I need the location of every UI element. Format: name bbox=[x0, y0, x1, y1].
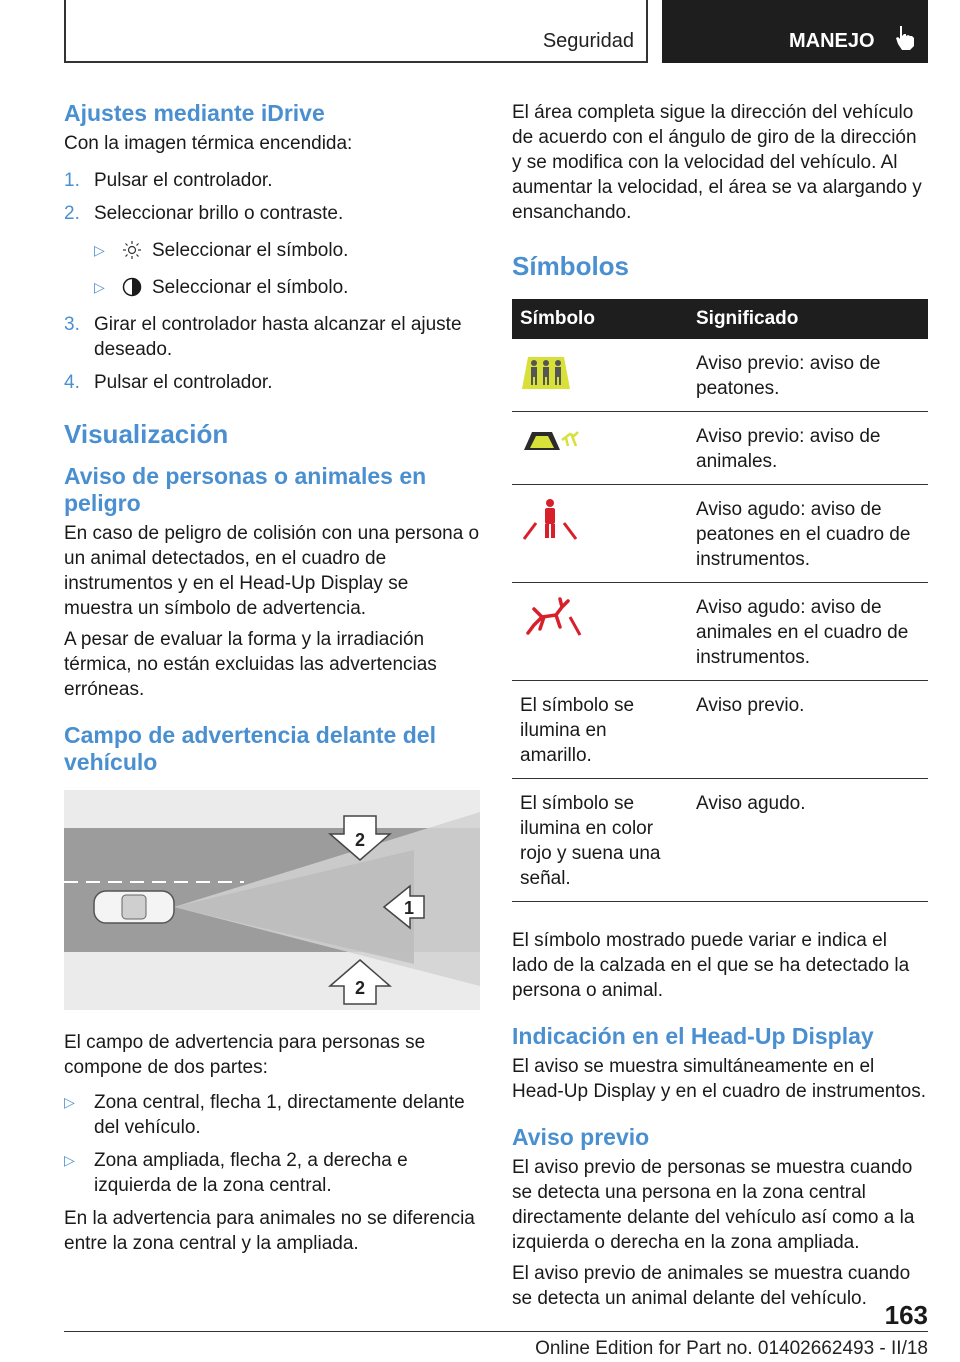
bullet-text: Zona ampliada, flecha 2, a derecha e izquierda de la zona central. bbox=[94, 1150, 408, 1196]
table-row bbox=[512, 412, 928, 485]
column-header-meaning: Significado bbox=[688, 299, 928, 339]
substep-brightness bbox=[64, 238, 480, 263]
bullet-triangle-icon: ▷ bbox=[94, 279, 105, 295]
footer-divider bbox=[64, 1331, 928, 1332]
paragraph-aviso-2: A pesar de evaluar la forma y la irradiación térmica, no están excluidas las advertencias erróneas. bbox=[64, 629, 437, 700]
section-title: Seguridad bbox=[542, 30, 634, 52]
bullet-text: Zona central, flecha 1, directamente delante del vehículo. bbox=[94, 1092, 465, 1138]
right-column bbox=[512, 100, 928, 1317]
table-row bbox=[512, 681, 928, 779]
step-text: Seleccionar brillo o contraste. bbox=[94, 203, 344, 224]
animal-yellow-icon bbox=[520, 424, 580, 454]
bullet-triangle-icon: ▷ bbox=[64, 1094, 75, 1110]
paragraph-aviso-1: En caso de peligro de colisión con una persona o un animal detectados, en el cuadro de instrumentos y en el Head-Up Display se muestra un símbolo de advertencia. bbox=[64, 523, 480, 619]
table-row bbox=[512, 583, 928, 681]
heading-aviso-previo: Aviso previo bbox=[512, 1124, 650, 1150]
heading-simbolos: Símbolos bbox=[512, 251, 630, 281]
substep-text: Seleccionar el símbolo. bbox=[152, 277, 349, 298]
step-1 bbox=[64, 168, 480, 193]
heading-campo: Campo de advertencia delante del vehículo bbox=[64, 722, 436, 775]
figure-label: 2 bbox=[354, 830, 366, 850]
chapter-label: MANEJO bbox=[789, 30, 875, 52]
symbol-cell bbox=[512, 339, 688, 412]
step-number: 4. bbox=[64, 372, 80, 393]
step-number: 3. bbox=[64, 314, 80, 335]
table-row bbox=[512, 339, 928, 412]
pedestrians-yellow-icon bbox=[520, 351, 572, 391]
deer-red-icon bbox=[520, 595, 584, 641]
bullet-zona-ampliada bbox=[64, 1148, 480, 1198]
symbol-cell: El símbolo se ilumina en color rojo y suena una señal. bbox=[512, 779, 688, 902]
heading-idrive: Ajustes mediante iDrive bbox=[64, 100, 325, 126]
meaning-cell: Aviso agudo. bbox=[688, 779, 928, 902]
step-2 bbox=[64, 201, 480, 226]
step-text: Pulsar el controlador. bbox=[94, 372, 273, 393]
meaning-cell: Aviso previo: aviso de peatones. bbox=[688, 339, 928, 412]
table-header-row bbox=[512, 299, 928, 339]
meaning-cell: Aviso agudo: aviso de peatones en el cuadro de instrumentos. bbox=[688, 485, 928, 583]
warning-zone-figure bbox=[64, 790, 480, 1010]
contrast-icon bbox=[122, 277, 142, 297]
paragraph-previo-2: El aviso previo de animales se muestra cuando se detecta un animal delante del vehículo. bbox=[512, 1263, 911, 1309]
paragraph-lado: El símbolo mostrado puede variar e indica el lado de la calzada en el que se ha detectado la persona o animal. bbox=[512, 930, 910, 1001]
table-row bbox=[512, 485, 928, 583]
symbol-cell bbox=[512, 485, 688, 583]
heading-aviso-personas: Aviso de personas o animales en peligro bbox=[64, 463, 427, 516]
figure-label: 1 bbox=[403, 898, 415, 918]
symbol-cell bbox=[512, 412, 688, 485]
meaning-cell: Aviso agudo: aviso de animales en el cuadro de instrumentos. bbox=[688, 583, 928, 681]
meaning-cell: Aviso previo. bbox=[688, 681, 928, 779]
paragraph-previo-1: El aviso previo de personas se muestra cuando se detecta una persona en la zona central directamente delante del vehículo así como a la izquierda o derecha en la zona ampliada. bbox=[512, 1157, 915, 1253]
brightness-icon bbox=[122, 240, 142, 260]
bullet-triangle-icon: ▷ bbox=[64, 1152, 75, 1168]
online-edition: Online Edition for Part no. 01402662493 - II/18 bbox=[535, 1338, 928, 1359]
step-4 bbox=[64, 370, 480, 395]
step-number: 1. bbox=[64, 170, 80, 191]
heading-hud: Indicación en el Head-Up Display bbox=[512, 1023, 874, 1049]
page-number: 163 bbox=[884, 1300, 928, 1330]
figure-label: 2 bbox=[354, 978, 366, 998]
paragraph-area: El área completa sigue la dirección del vehículo de acuerdo con el ángulo de giro de la dirección y se modifica con la velocidad del vehículo. Al aumentar la velocidad, el área se va alargando y ensanchando. bbox=[512, 102, 922, 223]
table-row bbox=[512, 779, 928, 902]
substep-contrast bbox=[64, 275, 480, 300]
paragraph-hud: El aviso se muestra simultáneamente en el Head-Up Display y en el cuadro de instrumentos. bbox=[512, 1056, 926, 1102]
step-text: Pulsar el controlador. bbox=[94, 170, 273, 191]
steering-hand-icon bbox=[894, 24, 916, 50]
step-number: 2. bbox=[64, 203, 80, 224]
substep-text: Seleccionar el símbolo. bbox=[152, 240, 349, 261]
left-column bbox=[64, 100, 480, 1262]
step-3 bbox=[64, 312, 480, 362]
chapter-tab[interactable] bbox=[662, 0, 928, 63]
symbol-cell: El símbolo se ilumina en amarillo. bbox=[512, 681, 688, 779]
step-text: Girar el controlador hasta alcanzar el ajuste deseado. bbox=[94, 314, 462, 360]
idrive-intro: Con la imagen térmica encendida: bbox=[64, 133, 353, 154]
paragraph-campo: El campo de advertencia para personas se compone de dos partes: bbox=[64, 1032, 426, 1078]
pedestrian-red-icon bbox=[520, 497, 580, 543]
column-header-symbol: Símbolo bbox=[512, 299, 688, 339]
meaning-cell: Aviso previo: aviso de animales. bbox=[688, 412, 928, 485]
heading-visualizacion: Visualización bbox=[64, 419, 229, 449]
paragraph-animales: En la advertencia para animales no se diferencia entre la zona central y la ampliada. bbox=[64, 1208, 475, 1254]
bullet-zona-central bbox=[64, 1090, 480, 1140]
bullet-triangle-icon: ▷ bbox=[94, 242, 105, 258]
symbols-table bbox=[512, 299, 928, 902]
symbol-cell bbox=[512, 583, 688, 681]
